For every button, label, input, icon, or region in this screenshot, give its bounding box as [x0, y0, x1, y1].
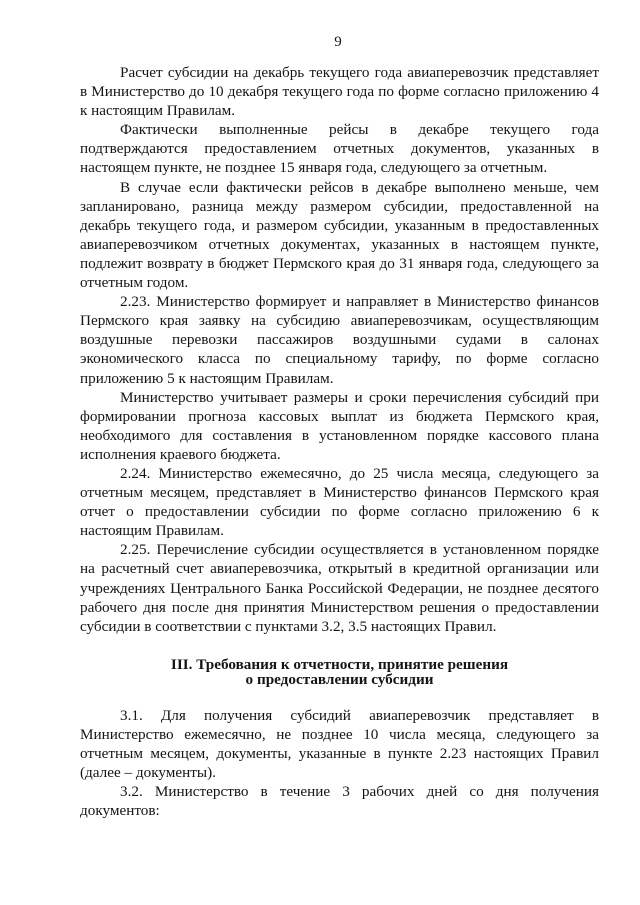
- paragraph-2-24: 2.24. Министерство ежемесячно, до 25 числа месяца, следующего за отчетным месяцем, представляет в Министерство финансов Пермского края отчет о предоставлении субсидии по форме согласно приложению 6 к настоящим Правилам.: [80, 464, 599, 540]
- paragraph-3-2: 3.2. Министерство в течение 3 рабочих дней со дня получения документов:: [80, 783, 599, 820]
- document-body: [80, 63, 599, 820]
- paragraph-subsidy-refund: В случае если фактически рейсов в декабре выполнено меньше, чем запланировано, разница между размером субсидии, предоставленной на декабрь текущего года, и размером субсидии, указанным в предоставленных авиаперевозчиком отчетных документах, указанных в настоящем пункте, подлежит возврату в бюджет Пермского края до 31 января года, следующего за отчетным годом.: [80, 178, 599, 292]
- section-heading-line-1: III. Требования к отчетности, принятие решения: [170, 655, 509, 673]
- paragraph-2-25: 2.25. Перечисление субсидии осуществляется в установленном порядке на расчетный счет авиаперевозчика, открытый в кредитной организации или учреждениях Центрального Банка Российской Федерации, не позднее десятого рабочего дня после дня принятия Министерством решения о предоставлении субсидии в соответствии с пунктами 3.2, 3.5 настоящих Правил.: [80, 541, 599, 635]
- page-number: 9: [334, 34, 342, 50]
- paragraph-2-23: 2.23. Министерство формирует и направляет в Министерство финансов Пермского края заявку на субсидию авиаперевозчикам, осуществляющим воздушные перевозки пассажиров воздушными судами в салонах экономического класса по специальному тарифу, по форме согласно приложению 5 к настоящим Правилам.: [80, 293, 599, 387]
- paragraph-december-calculation: Расчет субсидии на декабрь текущего года авиаперевозчик представляет в Министерство до 10 декабря текущего года по форме согласно приложению 4 к настоящим Правилам.: [80, 64, 599, 120]
- paragraph-actual-flights: Фактически выполненные рейсы в декабре текущего года подтверждаются предоставлением отчетных документов, указанных в настоящем пункте, не позднее 15 января года, следующего за отчетным.: [80, 121, 599, 177]
- section-heading: [80, 657, 599, 687]
- paragraph-cash-forecast: Министерство учитывает размеры и сроки перечисления субсидий при формировании прогноза кассовых выплат из бюджета Пермского края, необходимого для составления в установленном порядке кассового плана исполнения краевого бюджета.: [80, 388, 599, 463]
- section-heading-line-2: о предоставлении субсидии: [245, 670, 434, 688]
- paragraph-3-1: 3.1. Для получения субсидий авиаперевозчик представляет в Министерство ежемесячно, не позднее 10 числа месяца, следующего за отчетным месяцем, документы, указанные в пункте 2.23 настоящих Правил (далее – документы).: [80, 706, 599, 782]
